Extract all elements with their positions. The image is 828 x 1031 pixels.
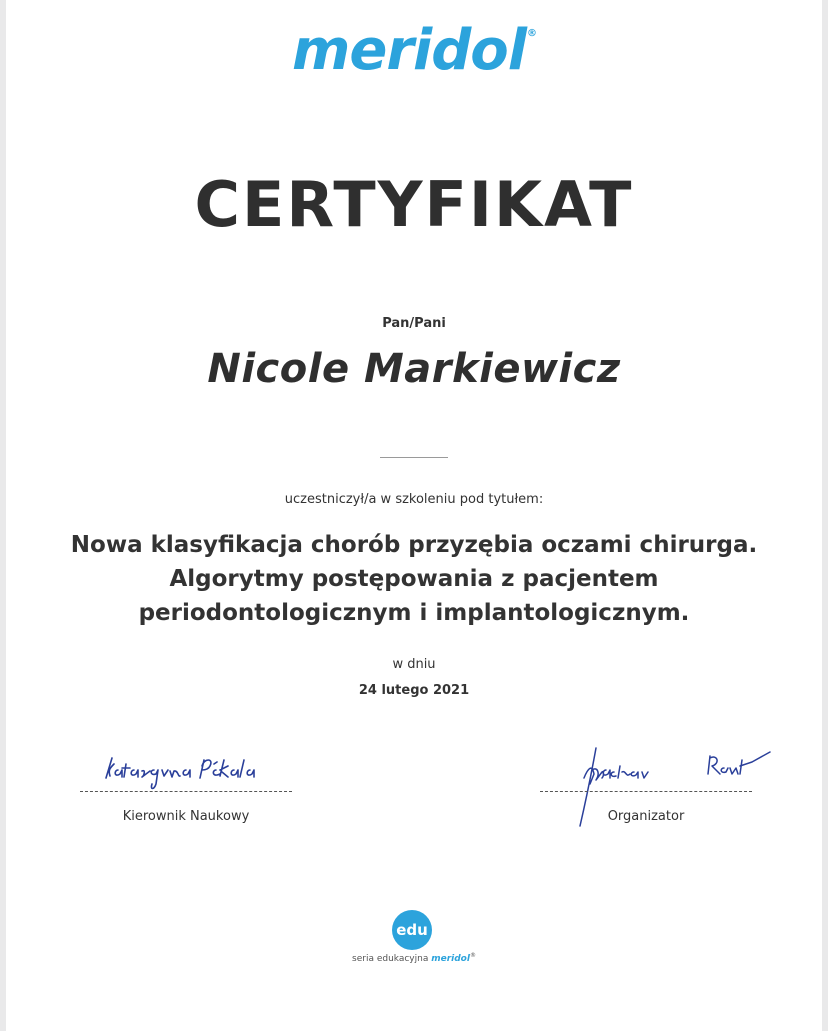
education-series-tagline [6,952,822,964]
signature-organizer [530,740,780,840]
signature-block-scientific-director [70,740,310,840]
series-text: seria edukacyjna [352,954,429,964]
training-date: 24 lutego 2021 [358,683,470,698]
signature-block-organizer [530,740,770,840]
edu-badge-icon: edu [392,910,432,950]
certificate-title: CERTYFIKAT [194,168,634,241]
course-title-line: Nowa klasyfikacja chorób przyzębia oczami chirurga. [70,532,758,558]
logo-text: meridol [292,18,526,83]
salutation: Pan/Pani [382,316,446,331]
series-brand: meridol [431,954,470,964]
certificate-page [6,0,822,1031]
intro-text: uczestniczył/a w szkoleniu pod tytułem: [284,492,544,507]
logo-registered-mark: ® [526,28,536,39]
series-registered-mark: ® [469,952,476,959]
recipient-name: Nicole Markiewicz [207,346,621,392]
signature-caption: Organizator [607,809,685,824]
meridol-logo [6,18,822,83]
signature-line [540,791,752,792]
name-divider [380,457,448,458]
course-title [6,528,822,630]
signature-line [80,791,292,792]
signature-caption: Kierownik Naukowy [122,809,250,824]
date-label: w dniu [392,657,436,672]
course-title-line: Algorytmy postępowania z pacjentem [169,566,659,592]
course-title-line: periodontologicznym i implantologicznym. [138,600,690,626]
